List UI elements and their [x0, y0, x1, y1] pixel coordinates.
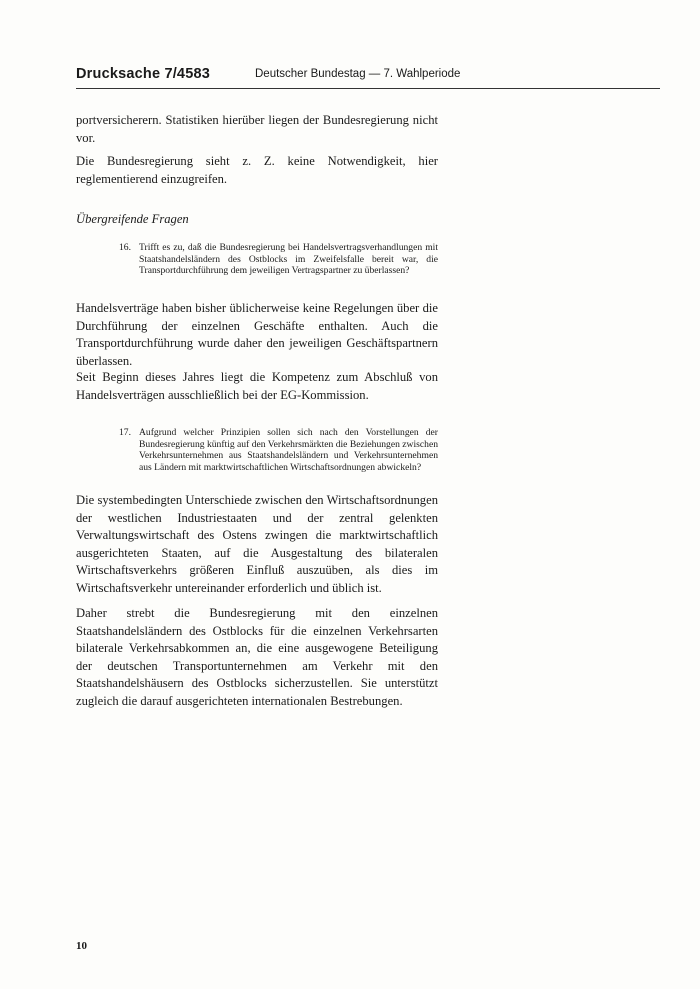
- paragraph-3: Handelsverträge haben bisher üblicherweise keine Regelungen über die Durchführung der einzelnen Geschäfte enthalten. Auch die Transportdurchführung wurde daher den jeweiligen Geschäftspartnern überlassen.: [76, 301, 438, 368]
- question-text: Trifft es zu, daß die Bundesregierung bei Handelsvertragsverhandlungen mit Staatshandelsländern des Ostblocks im Zweifelsfalle bereit war, die Transportdurchführung dem jeweiligen Vertragspartner zu überlassen?: [139, 242, 438, 277]
- page-header: [76, 66, 660, 92]
- question-number: 16.: [119, 242, 131, 253]
- paragraph-4: Seit Beginn dieses Jahres liegt die Kompetenz zum Abschluß von Handelsverträgen ausschließlich bei der EG-Kommission.: [76, 370, 438, 402]
- question-16: [119, 242, 438, 277]
- paragraph-6: Daher strebt die Bundesregierung mit den einzelnen Staatshandelsländern des Ostblocks für die einzelnen Verkehrsarten bilaterale Verkehrsabkommen an, die eine ausgewogene Beteiligung der deutschen Transportunternehmen am Verkehr mit den Staatshandelshäusern des Ostblocks sicherzustellen. Sie unterstützt zugleich die darauf ausgerichteten internationalen Bestrebungen.: [76, 606, 438, 708]
- paragraph-1: portversicherern. Statistiken hierüber liegen der Bundesregierung nicht vor.: [76, 113, 438, 145]
- paragraph-5: Die systembedingten Unterschiede zwischen den Wirtschaftsordnungen der westlichen Industriestaaten und der zentral gelenkten Verwaltungswirtschaft des Ostens zwingen die marktwirtschaftlich ausgerichteten Staaten, auf die Ausgestaltung des bilateralen Wirtschaftsverkehrs größeren Einfluß auszuüben, als dies im Wirtschaftsverkehr untereinander erforderlich und üblich ist.: [76, 493, 438, 595]
- header-title: Deutscher Bundestag — 7. Wahlperiode: [255, 68, 461, 80]
- question-17: [119, 427, 438, 473]
- paragraph-2: Die Bundesregierung sieht z. Z. keine Notwendigkeit, hier reglementierend einzugreifen.: [76, 154, 438, 186]
- question-number: 17.: [119, 427, 131, 438]
- document-id: Drucksache 7/4583: [76, 66, 210, 82]
- section-heading: Übergreifende Fragen: [76, 212, 189, 226]
- header-divider: [76, 88, 660, 89]
- question-text: Aufgrund welcher Prinzipien sollen sich nach den Vorstellungen der Bundesregierung künftig auf den Verkehrsmärkten die Beziehungen zwischen Verkehrsunternehmen aus Staatshandelsländern und Verkehrsunternehmen aus Ländern mit marktwirtschaftlichen Wirtschaftsordnungen abwickeln?: [139, 427, 438, 473]
- page-number: 10: [76, 940, 87, 952]
